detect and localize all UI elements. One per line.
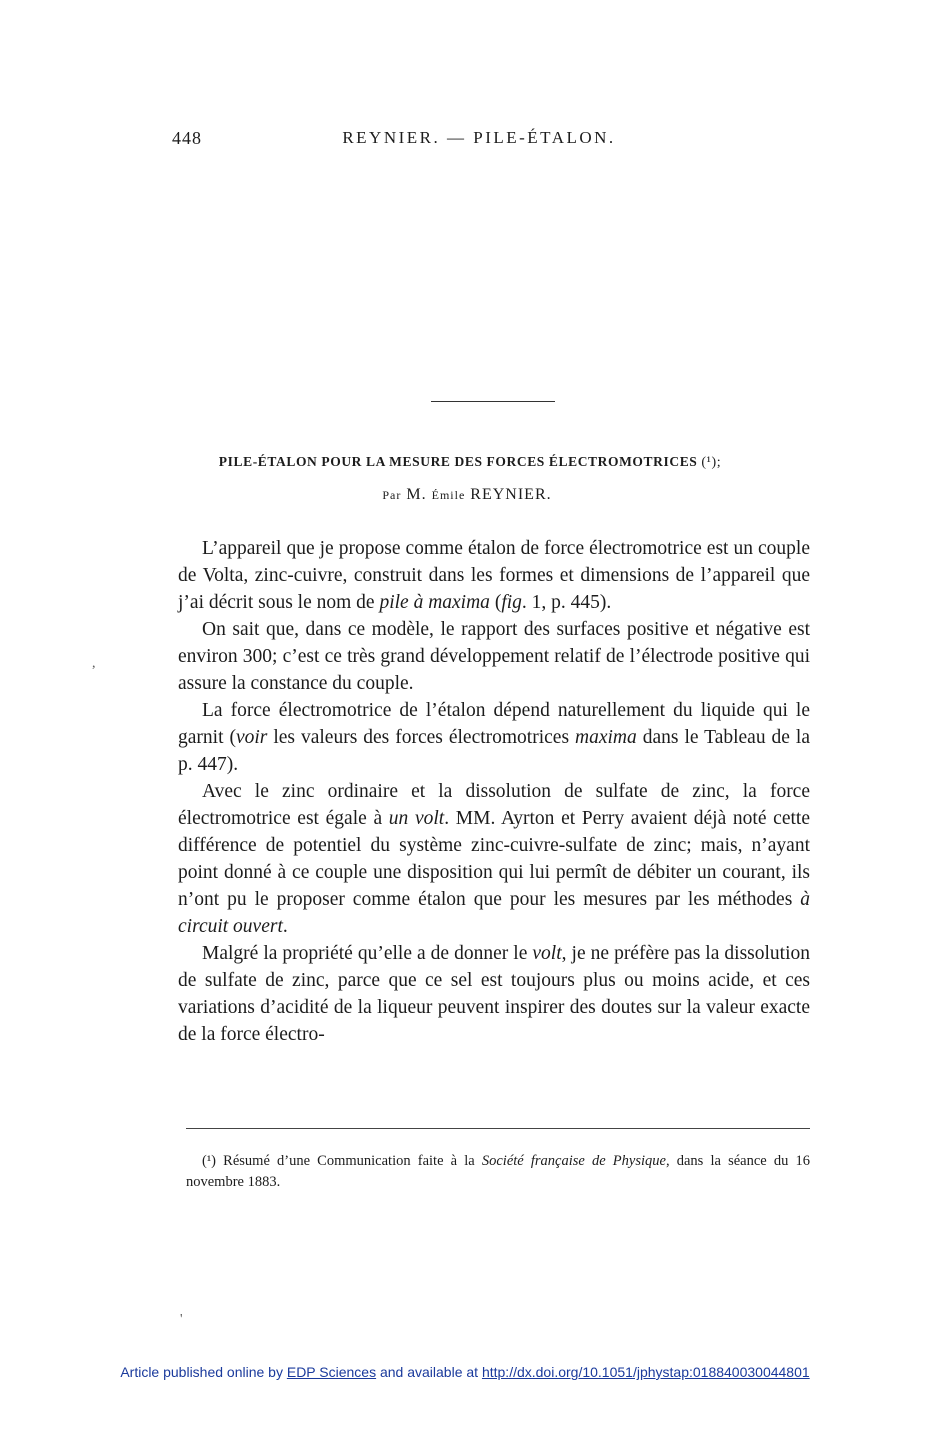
- stray-mark-bottom: ': [180, 1312, 183, 1327]
- paragraph-5-italic: volt: [532, 943, 562, 964]
- paragraph-1-text-2: (: [489, 592, 502, 613]
- paragraph-4-italic-2: à circuit ouvert: [178, 889, 810, 937]
- publisher-banner: [0, 1364, 930, 1380]
- footnote-text-2: , dans la séance du 16 novembre 1883.: [186, 1153, 810, 1190]
- paragraph-3-italic-2: maxima: [575, 727, 637, 748]
- body-text: [178, 535, 810, 1048]
- byline-given-name: Émile: [431, 488, 466, 502]
- footnote: [186, 1151, 810, 1193]
- byline-prefix: Par: [382, 488, 402, 502]
- paragraph-3-text: La force électromotrice de l’étalon dépend naturellement du liquide qui le garnit (: [178, 700, 810, 748]
- paragraph-4-text-3: .: [282, 916, 288, 937]
- paragraph-4-text-2: . MM. Ayrton et Perry avaient déjà noté cette différence de potentiel du système zinc-cuivre-sulfate de zinc; mais, n’ayant point donné à ce couple une disposition qui lui permît de débiter un courant, ils n’ont pu le proposer comme étalon que pour les mesures par les méthodes: [178, 808, 810, 910]
- banner-prefix: Article published online by: [120, 1364, 287, 1380]
- page-number: 448: [172, 128, 202, 148]
- running-title: REYNIER. — PILE-ÉTALON.: [342, 128, 616, 147]
- paragraph-5-text-2: , je ne préfère pas la dissolution de sulfate de zinc, parce que ce sel est toujours plus ou moins acide, et ces variations d’acidité de la liqueur peuvent inspirer des doutes sur la valeur exacte de la force électro-: [178, 943, 811, 1045]
- title-separator-rule: [431, 401, 555, 402]
- stray-mark: ,: [92, 656, 96, 671]
- byline: [0, 486, 930, 504]
- paragraph-5-text: Malgré la propriété qu’elle a de donner le: [202, 943, 533, 964]
- paragraph-1-text-3: . 1, p. 445).: [521, 592, 612, 613]
- byline-title: M.: [406, 486, 427, 503]
- paragraph-1-italic: pile à maxima: [379, 592, 490, 613]
- paragraph-1-text: L’appareil que je propose comme étalon de force électromotrice est un couple de Volta, zinc-cuivre, construit dans les formes et dimensions de l’appareil que j’ai décrit sous le nom de: [178, 538, 810, 613]
- footnote-rule: [186, 1128, 810, 1129]
- paragraph-3-text-3: dans le Tableau de la p. 447).: [178, 727, 811, 775]
- publisher-link[interactable]: EDP Sciences: [286, 1364, 377, 1380]
- paragraph-4-text: Avec le zinc ordinaire et la dissolution de sulfate de zinc, la force électromotrice est égale à: [178, 781, 810, 829]
- banner-middle: and available at: [376, 1364, 482, 1380]
- doi-link[interactable]: http://dx.doi.org/10.1051/jphystap:018840030044801: [481, 1364, 810, 1380]
- article-title-text: PILE-ÉTALON POUR LA MESURE DES FORCES ÉLECTROMOTRICES: [218, 454, 698, 469]
- byline-surname: REYNIER.: [470, 486, 552, 503]
- running-head: [0, 128, 930, 158]
- paragraph-1: [178, 535, 810, 616]
- paragraph-4-italic: un volt: [388, 808, 445, 829]
- footnote-society: Société française de Physique: [481, 1153, 666, 1169]
- title-footnote-mark: (¹);: [701, 455, 722, 470]
- paragraph-2: On sait que, dans ce modèle, le rapport des surfaces positive et négative est environ 300; c’est ce très grand développement relatif de l’électrode positive qui assure la constance du couple.: [178, 619, 810, 694]
- footnote-mark: (¹): [202, 1153, 217, 1169]
- paragraph-3-text-2: les valeurs des forces électromotrices: [267, 727, 576, 748]
- paragraph-4: [178, 778, 810, 940]
- paragraph-3-italic: voir: [235, 727, 268, 748]
- paragraph-5: [178, 940, 810, 1048]
- footnote-text: Résumé d’une Communication faite à la: [216, 1153, 482, 1169]
- paragraph-3: [178, 697, 810, 778]
- article-title: [0, 454, 930, 471]
- paragraph-1-fig: fig: [501, 592, 522, 613]
